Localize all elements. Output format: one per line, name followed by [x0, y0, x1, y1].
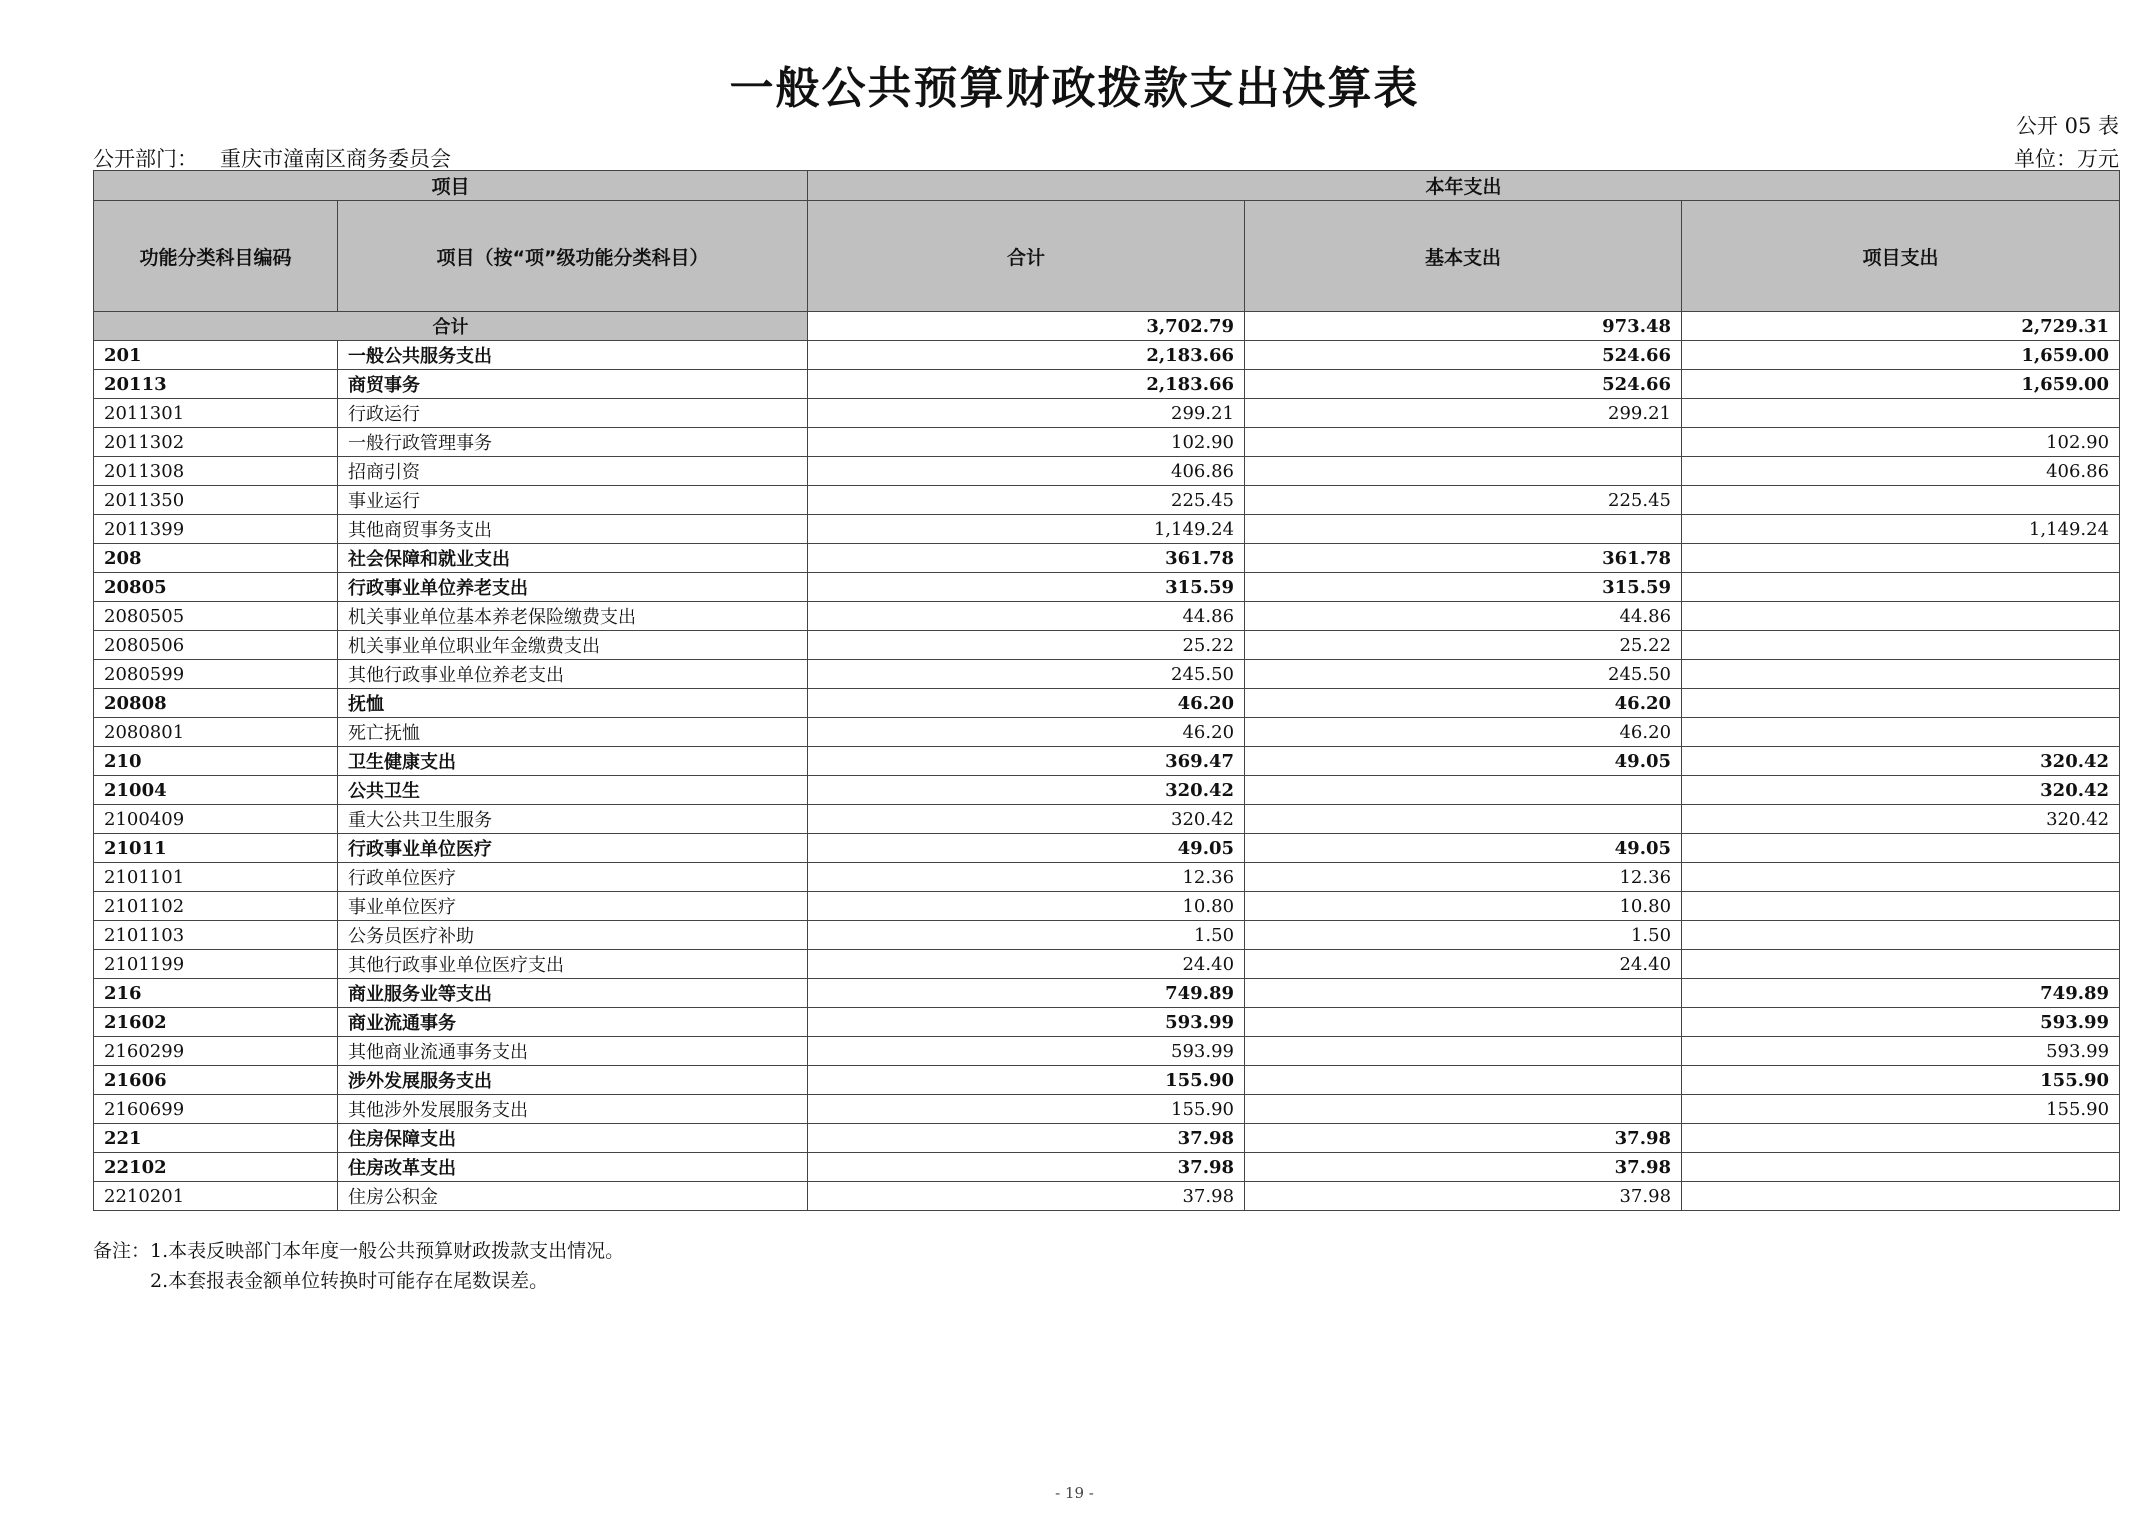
table-row: [94, 1124, 2120, 1153]
row-code: 21011: [94, 834, 338, 863]
row-total: 749.89: [808, 979, 1245, 1008]
row-basic: [1245, 428, 1682, 457]
row-total: 593.99: [808, 1008, 1245, 1037]
row-basic: 46.20: [1245, 718, 1682, 747]
page-number: - 19 -: [1055, 1484, 1094, 1502]
row-code: 216: [94, 979, 338, 1008]
row-basic: 225.45: [1245, 486, 1682, 515]
row-code: 2101102: [94, 892, 338, 921]
row-name: 其他行政事业单位养老支出: [338, 660, 808, 689]
row-name: 行政事业单位养老支出: [338, 573, 808, 602]
row-total: 2,183.66: [808, 370, 1245, 399]
row-project: [1682, 892, 2120, 921]
row-code: 2160299: [94, 1037, 338, 1066]
row-project: [1682, 834, 2120, 863]
row-name: 社会保障和就业支出: [338, 544, 808, 573]
row-project: 593.99: [1682, 1008, 2120, 1037]
row-basic: 315.59: [1245, 573, 1682, 602]
row-code: 2100409: [94, 805, 338, 834]
row-code: 21602: [94, 1008, 338, 1037]
row-total: 155.90: [808, 1066, 1245, 1095]
row-basic: 245.50: [1245, 660, 1682, 689]
row-project: 749.89: [1682, 979, 2120, 1008]
row-code: 2210201: [94, 1182, 338, 1211]
row-total: 2,183.66: [808, 341, 1245, 370]
header-basic: 基本支出: [1245, 201, 1682, 312]
row-project: 1,149.24: [1682, 515, 2120, 544]
row-name: 机关事业单位基本养老保险缴费支出: [338, 602, 808, 631]
row-project: [1682, 573, 2120, 602]
row-total: 315.59: [808, 573, 1245, 602]
row-project: [1682, 486, 2120, 515]
row-basic: 46.20: [1245, 689, 1682, 718]
row-name: 招商引资: [338, 457, 808, 486]
department-name: 重庆市潼南区商务委员会: [220, 147, 451, 171]
table-row: [94, 341, 2120, 370]
row-basic: 44.86: [1245, 602, 1682, 631]
row-total: 46.20: [808, 718, 1245, 747]
row-project: [1682, 660, 2120, 689]
row-basic: 37.98: [1245, 1153, 1682, 1182]
row-basic: [1245, 515, 1682, 544]
table-row: [94, 805, 2120, 834]
table-row: [94, 457, 2120, 486]
note-1: 备注：1.本表反映部门本年度一般公共预算财政拨款支出情况。: [93, 1240, 625, 1262]
row-project: [1682, 950, 2120, 979]
row-total: 25.22: [808, 631, 1245, 660]
row-code: 21004: [94, 776, 338, 805]
row-code: 22102: [94, 1153, 338, 1182]
row-basic: 49.05: [1245, 834, 1682, 863]
table-row: [94, 776, 2120, 805]
row-basic: 299.21: [1245, 399, 1682, 428]
header-item: 项目: [94, 171, 808, 201]
table-row: [94, 428, 2120, 457]
row-code: 20805: [94, 573, 338, 602]
row-project: [1682, 718, 2120, 747]
row-code: 20113: [94, 370, 338, 399]
row-project: [1682, 631, 2120, 660]
row-code: 221: [94, 1124, 338, 1153]
table-row: [94, 1153, 2120, 1182]
row-code: 208: [94, 544, 338, 573]
row-total: 1,149.24: [808, 515, 1245, 544]
row-name: 行政单位医疗: [338, 863, 808, 892]
header-current-year: 本年支出: [808, 171, 2120, 201]
row-code: 2080506: [94, 631, 338, 660]
row-basic: 361.78: [1245, 544, 1682, 573]
header-row-2: [94, 201, 2120, 312]
header-total: 合计: [808, 201, 1245, 312]
table-row: [94, 863, 2120, 892]
table-row: [94, 660, 2120, 689]
row-project: 1,659.00: [1682, 370, 2120, 399]
row-name: 住房保障支出: [338, 1124, 808, 1153]
table-row: [94, 399, 2120, 428]
row-project: 1,659.00: [1682, 341, 2120, 370]
row-code: 21606: [94, 1066, 338, 1095]
row-basic: [1245, 979, 1682, 1008]
row-total: 46.20: [808, 689, 1245, 718]
header-project: 项目支出: [1682, 201, 2120, 312]
row-basic: 37.98: [1245, 1124, 1682, 1153]
header-row-1: [94, 171, 2120, 201]
row-total: 155.90: [808, 1095, 1245, 1124]
table-row: [94, 1095, 2120, 1124]
table-row: [94, 1037, 2120, 1066]
row-total: 10.80: [808, 892, 1245, 921]
row-basic: 524.66: [1245, 341, 1682, 370]
row-total: 102.90: [808, 428, 1245, 457]
table-row: [94, 892, 2120, 921]
row-code: 210: [94, 747, 338, 776]
row-basic: 524.66: [1245, 370, 1682, 399]
row-code: 2101103: [94, 921, 338, 950]
row-basic: 24.40: [1245, 950, 1682, 979]
row-project: 102.90: [1682, 428, 2120, 457]
row-total: 37.98: [808, 1182, 1245, 1211]
row-name: 其他涉外发展服务支出: [338, 1095, 808, 1124]
row-total: 593.99: [808, 1037, 1245, 1066]
row-name: 住房改革支出: [338, 1153, 808, 1182]
table-row: [94, 544, 2120, 573]
table-row: [94, 1008, 2120, 1037]
row-total: 406.86: [808, 457, 1245, 486]
form-number: 公开 05 表: [2015, 114, 2119, 138]
row-total: 37.98: [808, 1124, 1245, 1153]
row-name: 抚恤: [338, 689, 808, 718]
total-sum: 3,702.79: [808, 312, 1245, 341]
row-total: 369.47: [808, 747, 1245, 776]
row-name: 其他商业流通事务支出: [338, 1037, 808, 1066]
row-project: 406.86: [1682, 457, 2120, 486]
row-code: 2101101: [94, 863, 338, 892]
row-total: 245.50: [808, 660, 1245, 689]
expenditure-table: [93, 170, 2120, 1211]
row-basic: [1245, 1066, 1682, 1095]
row-project: [1682, 863, 2120, 892]
table-row: [94, 573, 2120, 602]
table-row: [94, 486, 2120, 515]
row-project: 320.42: [1682, 747, 2120, 776]
header-code: 功能分类科目编码: [94, 201, 338, 312]
unit-label: 单位：万元: [2014, 147, 2119, 171]
row-project: [1682, 602, 2120, 631]
row-total: 1.50: [808, 921, 1245, 950]
row-project: [1682, 1153, 2120, 1182]
row-total: 49.05: [808, 834, 1245, 863]
row-code: 2011301: [94, 399, 338, 428]
department-label: 公开部门：: [93, 147, 198, 171]
row-basic: 49.05: [1245, 747, 1682, 776]
row-total: 361.78: [808, 544, 1245, 573]
table-row: [94, 718, 2120, 747]
row-project: 155.90: [1682, 1095, 2120, 1124]
row-total: 320.42: [808, 776, 1245, 805]
row-name: 一般公共服务支出: [338, 341, 808, 370]
row-code: 2080599: [94, 660, 338, 689]
row-total: 299.21: [808, 399, 1245, 428]
table-row: [94, 921, 2120, 950]
row-name: 行政事业单位医疗: [338, 834, 808, 863]
table-row: [94, 747, 2120, 776]
row-project: [1682, 1124, 2120, 1153]
table-row: [94, 979, 2120, 1008]
table-row: [94, 1182, 2120, 1211]
table-row: [94, 950, 2120, 979]
row-code: 2080801: [94, 718, 338, 747]
row-total: 24.40: [808, 950, 1245, 979]
row-total: 320.42: [808, 805, 1245, 834]
table-row: [94, 631, 2120, 660]
row-code: 2011302: [94, 428, 338, 457]
row-project: [1682, 399, 2120, 428]
row-code: 2011399: [94, 515, 338, 544]
row-name: 其他行政事业单位医疗支出: [338, 950, 808, 979]
row-project: 320.42: [1682, 805, 2120, 834]
row-project: 320.42: [1682, 776, 2120, 805]
table-row: [94, 1066, 2120, 1095]
row-project: 155.90: [1682, 1066, 2120, 1095]
row-basic: [1245, 1008, 1682, 1037]
row-name: 一般行政管理事务: [338, 428, 808, 457]
row-project: [1682, 544, 2120, 573]
row-name: 商业流通事务: [338, 1008, 808, 1037]
row-code: 2011350: [94, 486, 338, 515]
row-project: [1682, 689, 2120, 718]
row-basic: 37.98: [1245, 1182, 1682, 1211]
row-code: 201: [94, 341, 338, 370]
row-name: 其他商贸事务支出: [338, 515, 808, 544]
total-project: 2,729.31: [1682, 312, 2120, 341]
row-project: [1682, 1182, 2120, 1211]
row-basic: 10.80: [1245, 892, 1682, 921]
row-name: 事业运行: [338, 486, 808, 515]
table-row: [94, 515, 2120, 544]
row-name: 公务员医疗补助: [338, 921, 808, 950]
row-code: 20808: [94, 689, 338, 718]
table-row: [94, 602, 2120, 631]
row-total: 44.86: [808, 602, 1245, 631]
row-name: 行政运行: [338, 399, 808, 428]
notes: [93, 1236, 624, 1296]
row-name: 事业单位医疗: [338, 892, 808, 921]
department-line: [93, 143, 451, 173]
row-name: 公共卫生: [338, 776, 808, 805]
row-name: 住房公积金: [338, 1182, 808, 1211]
row-basic: [1245, 776, 1682, 805]
row-total: 37.98: [808, 1153, 1245, 1182]
total-basic: 973.48: [1245, 312, 1682, 341]
row-total: 225.45: [808, 486, 1245, 515]
total-label: 合计: [94, 312, 808, 341]
row-project: [1682, 921, 2120, 950]
table-row: [94, 689, 2120, 718]
row-code: 2011308: [94, 457, 338, 486]
total-row: [94, 312, 2120, 341]
table-row: [94, 834, 2120, 863]
row-name: 机关事业单位职业年金缴费支出: [338, 631, 808, 660]
row-project: 593.99: [1682, 1037, 2120, 1066]
row-name: 死亡抚恤: [338, 718, 808, 747]
row-basic: 25.22: [1245, 631, 1682, 660]
row-basic: 12.36: [1245, 863, 1682, 892]
header-name: 项目（按“项”级功能分类科目）: [338, 201, 808, 312]
row-basic: [1245, 805, 1682, 834]
note-2: 2.本套报表金额单位转换时可能存在尾数误差。: [150, 1270, 549, 1292]
row-total: 12.36: [808, 863, 1245, 892]
row-code: 2080505: [94, 602, 338, 631]
row-code: 2160699: [94, 1095, 338, 1124]
row-basic: 1.50: [1245, 921, 1682, 950]
row-name: 卫生健康支出: [338, 747, 808, 776]
row-name: 商贸事务: [338, 370, 808, 399]
row-basic: [1245, 1037, 1682, 1066]
row-name: 重大公共卫生服务: [338, 805, 808, 834]
page-title: 一般公共预算财政拨款支出决算表: [729, 63, 1420, 114]
row-basic: [1245, 457, 1682, 486]
row-code: 2101199: [94, 950, 338, 979]
row-name: 涉外发展服务支出: [338, 1066, 808, 1095]
row-basic: [1245, 1095, 1682, 1124]
row-name: 商业服务业等支出: [338, 979, 808, 1008]
table-row: [94, 370, 2120, 399]
